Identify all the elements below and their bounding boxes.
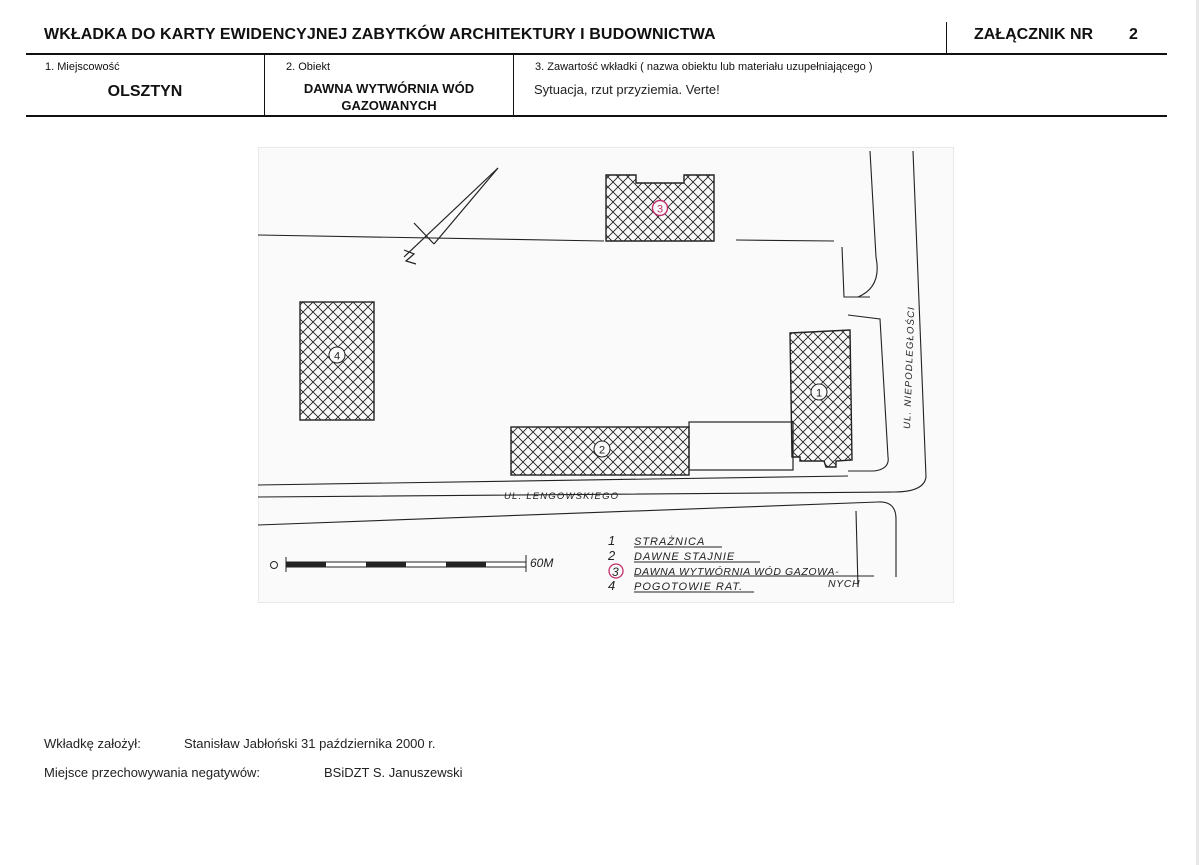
document-title: WKŁADKA DO KARTY EWIDENCYJNEJ ZABYTKÓW ARCHITEKTURY I BUDOWNICTWA xyxy=(44,26,716,43)
legend-name-2: DAWNE STAJNIE xyxy=(634,551,736,563)
legend-num-4: 4 xyxy=(608,578,616,593)
scale-end-label: 60M xyxy=(530,556,554,570)
street-name-south: UL. LENGOWSKIEGO xyxy=(504,491,620,502)
building-1-number: 1 xyxy=(815,387,823,400)
legend-num-1: 1 xyxy=(608,533,616,548)
locality-value: OLSZTYN xyxy=(107,83,183,100)
attachment-label: ZAŁĄCZNIK NR xyxy=(974,26,1094,43)
site-plan xyxy=(258,147,954,603)
legend-name-1: STRAŻNICA xyxy=(634,536,706,548)
building-1 xyxy=(790,330,852,467)
legend-num-3: 3 xyxy=(612,565,619,579)
legend-name-4: POGOTOWIE RAT. xyxy=(634,581,744,593)
object-label: 2. Obiekt xyxy=(286,61,331,73)
content-value: Sytuacja, rzut przyziemia. Verte! xyxy=(534,82,720,97)
legend-name-3-cont: NYCH xyxy=(828,578,861,590)
header-rule xyxy=(26,53,1167,55)
building-2-number: 2 xyxy=(598,444,606,457)
legend-name-3: DAWNA WYTWÓRNIA WÓD GAZOWA- xyxy=(634,566,840,578)
created-label: Wkładkę założył: xyxy=(44,736,141,751)
header-divider xyxy=(946,22,947,54)
attachment-number: 2 xyxy=(1129,26,1138,43)
field-divider-2 xyxy=(513,55,514,115)
building-4-number: 4 xyxy=(333,350,341,363)
building-3-number: 3 xyxy=(656,203,664,216)
fields-rule xyxy=(26,115,1167,117)
storage-value: BSiDZT S. Januszewski xyxy=(324,765,463,780)
building-3 xyxy=(606,175,714,241)
object-value-line2: GAZOWANYCH xyxy=(341,98,437,113)
building-4 xyxy=(300,302,374,420)
locality-label: 1. Miejscowość xyxy=(45,61,120,73)
legend-num-2: 2 xyxy=(608,548,616,563)
created-value: Stanisław Jabłoński 31 października 2000 r. xyxy=(184,736,436,751)
street-name-east: UL. NIEPODLEGŁOŚCI xyxy=(902,305,918,430)
storage-label: Miejsce przechowywania negatywów: xyxy=(44,765,261,780)
object-value-line1: DAWNA WYTWÓRNIA WÓD xyxy=(303,81,475,96)
content-label: 3. Zawartość wkładki ( nazwa obiektu lub materiału uzupełniającego ) xyxy=(535,61,873,73)
